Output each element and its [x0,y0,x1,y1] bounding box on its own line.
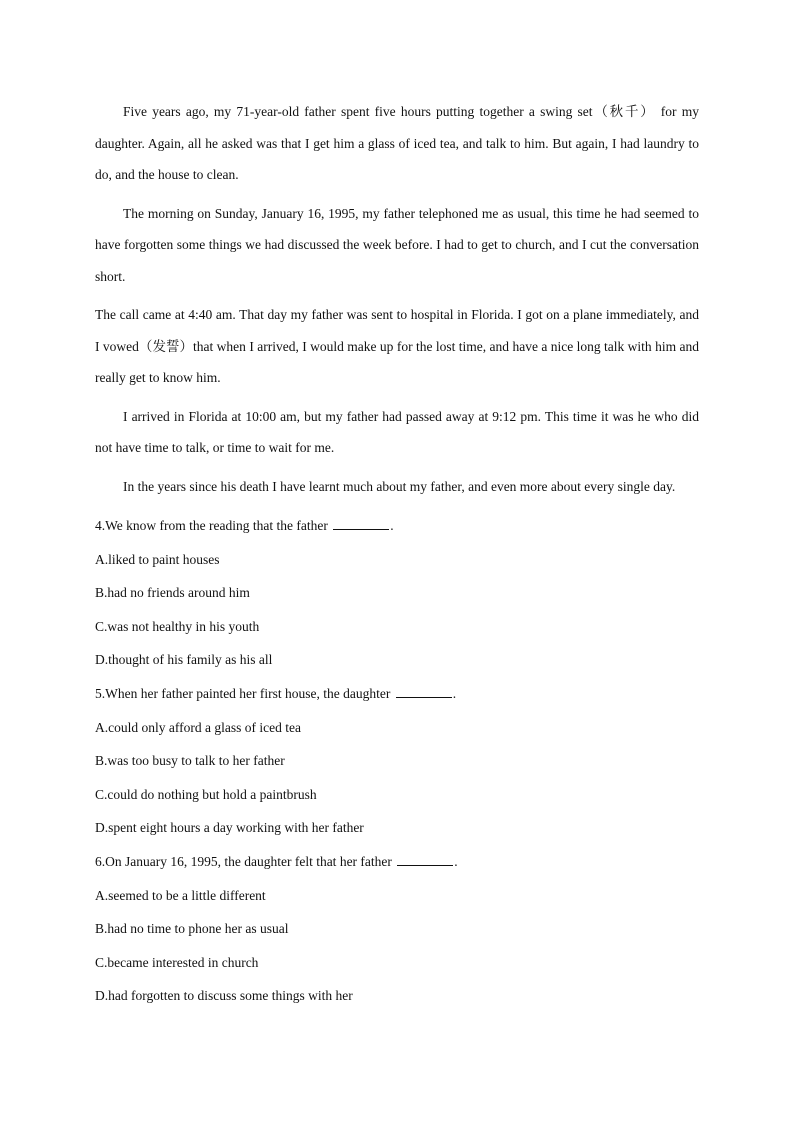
question-6-option-c: C.became interested in church [95,954,259,970]
question-5-option-d: D.spent eight hours a day working with her father [95,820,364,836]
question-4-option-d: D.thought of his family as his all [95,652,273,668]
answer-blank [396,687,452,698]
question-4-option-a: A.liked to paint houses [95,551,220,567]
question-5-option-a: A.could only afford a glass of iced tea [95,719,301,735]
question-6-option-d: D.had forgotten to discuss some things with her [95,988,353,1004]
answer-blank [397,855,453,866]
question-stem-end: . [454,853,458,869]
question-5-stem [95,677,699,711]
passage-paragraph-2: The morning on Sunday, January 16, 1995, my father telephoned me as usual, this time he had seemed to have forgotten some things we had discussed the week before. I had to get to church, and I cut the conversation short. [95,205,699,284]
passage-paragraph-1: Five years ago, my 71-year-old father spent five hours putting together a swing set（秋千） for my daughter. Again, all he asked was that I get him a glass of iced tea, and talk to him. But again, I had laundry to do, and the house to clean. [95,104,699,182]
question-6-option-a: A.seemed to be a little different [95,887,266,903]
passage-paragraph-4: I arrived in Florida at 10:00 am, but my father had passed away at 9:12 pm. This time it was he who did not have time to talk, or time to wait for me. [95,408,699,455]
passage-paragraph-5: In the years since his death I have learnt much about my father, and even more about every single day. [123,478,676,494]
question-6-stem [95,845,699,879]
question-stem-end: . [390,518,394,533]
question-stem-text: 5.When her father painted her first house, the daughter [95,685,391,701]
question-5-option-b: B.was too busy to talk to her father [95,753,285,769]
question-4-option-b: B.had no friends around him [95,585,250,601]
question-5-option-c: C.could do nothing but hold a paintbrush [95,786,317,802]
question-stem-text: 6.On January 16, 1995, the daughter felt that her father [95,853,392,869]
passage-paragraph-3: The call came at 4:40 am. That day my father was sent to hospital in Florida. I got on a plane immediately, and I vowed（发誓）that when I arrived, I would make up for the lost time, and have a nice long talk with him and really get to know him. [95,307,699,385]
question-6-option-b: B.had no time to phone her as usual [95,921,289,937]
document-content [95,96,699,1013]
question-stem-end: . [452,685,457,701]
answer-blank [333,519,389,530]
question-stem-text: 4.We know from the reading that the father [95,518,328,533]
question-4-stem [95,509,699,543]
question-list [95,509,699,1013]
question-4-option-c: C.was not healthy in his youth [95,618,260,634]
